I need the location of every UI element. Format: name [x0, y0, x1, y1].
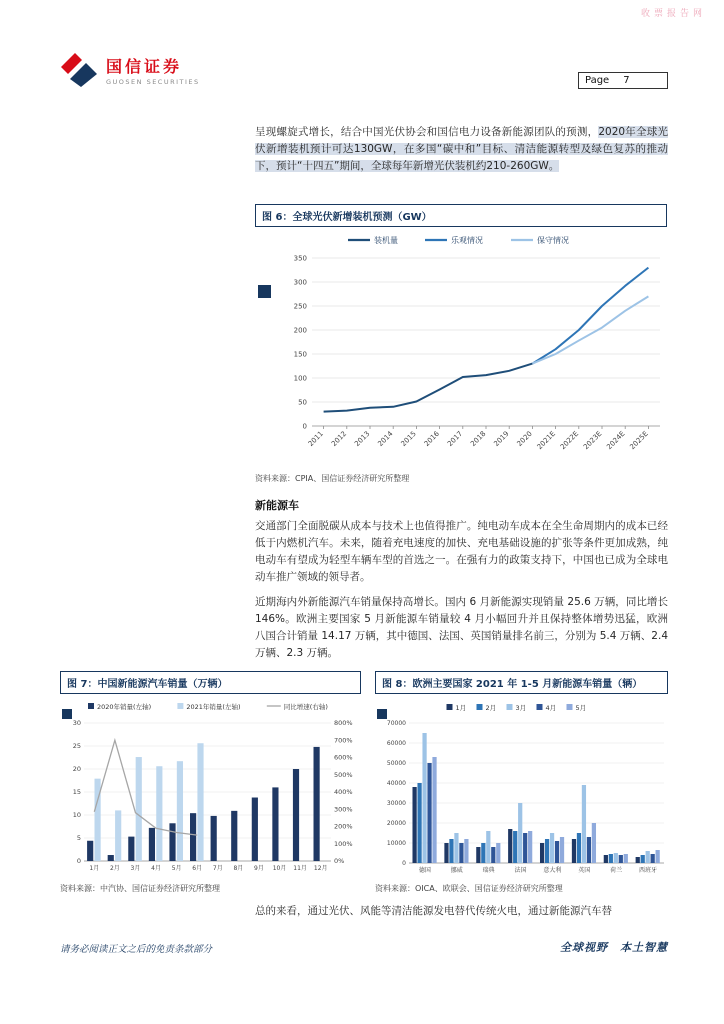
svg-text:12月: 12月 — [313, 865, 328, 872]
svg-text:德国: 德国 — [418, 867, 431, 874]
page-number-box — [578, 72, 668, 89]
figure6-title: 图 6：全球光伏新增装机预测（GW） — [255, 204, 667, 227]
svg-text:50: 50 — [298, 398, 307, 407]
svg-text:2016: 2016 — [422, 429, 442, 449]
closing-paragraph: 总的来看，通过光伏、风能等清洁能源发电替代传统火电，通过新能源汽车替 — [255, 905, 612, 917]
svg-text:20000: 20000 — [386, 820, 406, 827]
svg-text:0: 0 — [302, 422, 307, 431]
svg-text:乐观情况: 乐观情况 — [451, 236, 483, 245]
svg-text:500%: 500% — [334, 770, 353, 779]
svg-text:2013: 2013 — [353, 429, 372, 449]
brand-name-en: GUOSEN SECURITIES — [106, 77, 200, 86]
svg-text:7月: 7月 — [212, 865, 223, 872]
svg-text:2023E: 2023E — [582, 429, 604, 452]
svg-text:3月: 3月 — [130, 865, 141, 872]
svg-text:2021年销量(左轴): 2021年销量(左轴) — [186, 703, 241, 711]
svg-text:装机量: 装机量 — [374, 236, 398, 245]
page-number: 7 — [623, 75, 630, 86]
svg-text:荷兰: 荷兰 — [610, 867, 623, 874]
page-label: Page — [585, 75, 610, 86]
svg-text:2021E: 2021E — [535, 429, 558, 452]
svg-text:30000: 30000 — [386, 800, 406, 807]
svg-text:20: 20 — [72, 765, 81, 773]
svg-text:800%: 800% — [334, 719, 353, 727]
svg-text:350: 350 — [293, 254, 307, 263]
watermark: 收票报告网 — [640, 9, 706, 19]
chart6-pv-forecast — [268, 230, 668, 470]
svg-text:2022E: 2022E — [558, 429, 581, 452]
brand-name-cn: 国信证券 — [106, 57, 183, 77]
intro-paragraph-normal: 呈现螺旋式增长，结合中国光伏协会和国信电力设备新能源团队的预测， — [255, 126, 599, 138]
svg-text:2011: 2011 — [306, 429, 326, 449]
svg-text:2014: 2014 — [376, 429, 395, 449]
svg-text:2017: 2017 — [445, 429, 465, 449]
svg-text:1月: 1月 — [89, 865, 100, 872]
figure7-title: 图 7：中国新能源汽车销量（万辆） — [60, 671, 361, 694]
svg-text:1月: 1月 — [455, 704, 467, 712]
svg-text:10月: 10月 — [272, 865, 287, 872]
svg-text:4月: 4月 — [151, 865, 161, 872]
svg-text:15: 15 — [72, 788, 81, 796]
svg-text:0: 0 — [402, 860, 406, 867]
svg-text:250: 250 — [293, 302, 307, 311]
svg-text:5: 5 — [76, 834, 81, 842]
svg-text:2018: 2018 — [469, 429, 488, 449]
svg-text:400%: 400% — [334, 788, 353, 796]
svg-text:50000: 50000 — [386, 760, 406, 767]
svg-text:11月: 11月 — [293, 865, 307, 872]
svg-text:70000: 70000 — [386, 720, 406, 727]
svg-text:3月: 3月 — [515, 704, 527, 712]
svg-text:40000: 40000 — [386, 780, 406, 787]
svg-text:700%: 700% — [334, 736, 353, 745]
svg-text:西班牙: 西班牙 — [639, 867, 658, 874]
svg-text:2025E: 2025E — [628, 429, 650, 452]
figure6-source: 资料来源：CPIA、国信证券经济研究所整理 — [255, 474, 410, 483]
svg-text:25: 25 — [72, 742, 81, 750]
svg-text:意大利: 意大利 — [543, 867, 562, 874]
svg-text:2024E: 2024E — [605, 429, 627, 452]
svg-text:2019: 2019 — [492, 429, 511, 449]
svg-text:5月: 5月 — [171, 865, 182, 872]
svg-text:8月: 8月 — [233, 865, 244, 872]
svg-text:2020年销量(左轴): 2020年销量(左轴) — [97, 703, 152, 711]
svg-text:100: 100 — [293, 374, 307, 383]
svg-text:保守情况: 保守情况 — [537, 236, 569, 245]
svg-text:60000: 60000 — [386, 740, 406, 747]
svg-text:30: 30 — [72, 719, 81, 727]
svg-text:法国: 法国 — [514, 867, 527, 874]
section-heading-nev: 新能源车 — [255, 499, 299, 512]
svg-text:200%: 200% — [334, 822, 353, 831]
footer-slogan: 全球视野 本土智慧 — [560, 941, 668, 954]
svg-text:5月: 5月 — [575, 704, 587, 712]
nev-paragraph-1: 交通部门全面脱碳从成本与技术上也值得推广。纯电动车成本在全生命周期内的成本已经低于内燃机汽车。未来，随着充电速度的加快、充电基础设施的扩张等条件更加成熟，纯电动车有望成为轻型车辆车型的首选之一。在强有力的政策支持下，中国也已成为全球电动车推广领域的领导者。 — [255, 520, 668, 583]
svg-text:瑞典: 瑞典 — [482, 867, 495, 874]
svg-text:0: 0 — [76, 857, 81, 865]
svg-text:英国: 英国 — [578, 867, 591, 874]
figure8-source: 资料来源：OICA、欧联会、国信证券经济研究所整理 — [375, 884, 563, 893]
svg-text:300%: 300% — [334, 805, 353, 814]
svg-text:2020: 2020 — [515, 429, 534, 449]
svg-text:150: 150 — [293, 350, 307, 359]
svg-text:10000: 10000 — [386, 840, 406, 847]
nev-paragraph-2: 近期海内外新能源汽车销量保持高增长。国内 6 月新能源实现销量 25.6 万辆，同比增长 146%。欧洲主要国家 5 月新能源车销量较 4 月小幅回升并且保持整体增势迅猛，欧洲八国合计销量 14.17 万辆，其中德国、法国、英国销量排名前三，分别为 5.4 万辆、2.4 万辆、2.3 万辆。 — [255, 596, 668, 659]
svg-text:200: 200 — [293, 326, 307, 335]
svg-text:10: 10 — [72, 811, 81, 819]
svg-text:300: 300 — [293, 278, 307, 287]
svg-text:2012: 2012 — [329, 429, 349, 449]
intro-paragraph — [255, 124, 668, 175]
header-logo — [60, 52, 200, 92]
svg-text:2015: 2015 — [399, 429, 418, 449]
svg-text:同比增速(右轴): 同比增速(右轴) — [283, 703, 328, 711]
chart8-europe-nev-sales — [375, 697, 668, 879]
footer-disclaimer: 请务必阅读正文之后的免责条款部分 — [60, 944, 213, 955]
intro-paragraph-highlight: 2020年全球光伏新增装机预计可达130GW，在多国“碳中和”目标、清洁能源转型及绿色复苏的推动下，预计“十四五”期间，全球每年新增光伏装机约210-260GW。 — [255, 126, 668, 172]
svg-text:2月: 2月 — [109, 865, 120, 872]
svg-text:9月: 9月 — [254, 865, 264, 872]
svg-text:100%: 100% — [334, 839, 353, 848]
guosen-logo-icon — [60, 52, 98, 92]
svg-text:4月: 4月 — [545, 704, 557, 712]
svg-text:挪威: 挪威 — [450, 867, 463, 874]
chart7-china-nev-sales — [60, 697, 361, 879]
svg-text:2月: 2月 — [485, 704, 497, 712]
figure8-title: 图 8：欧洲主要国家 2021 年 1-5 月新能源车销量（辆） — [375, 671, 668, 694]
svg-text:6月: 6月 — [192, 865, 203, 872]
svg-text:600%: 600% — [334, 753, 353, 762]
svg-text:0%: 0% — [334, 857, 345, 865]
figure7-source: 资料来源：中汽协、国信证券经济研究所整理 — [60, 884, 220, 893]
